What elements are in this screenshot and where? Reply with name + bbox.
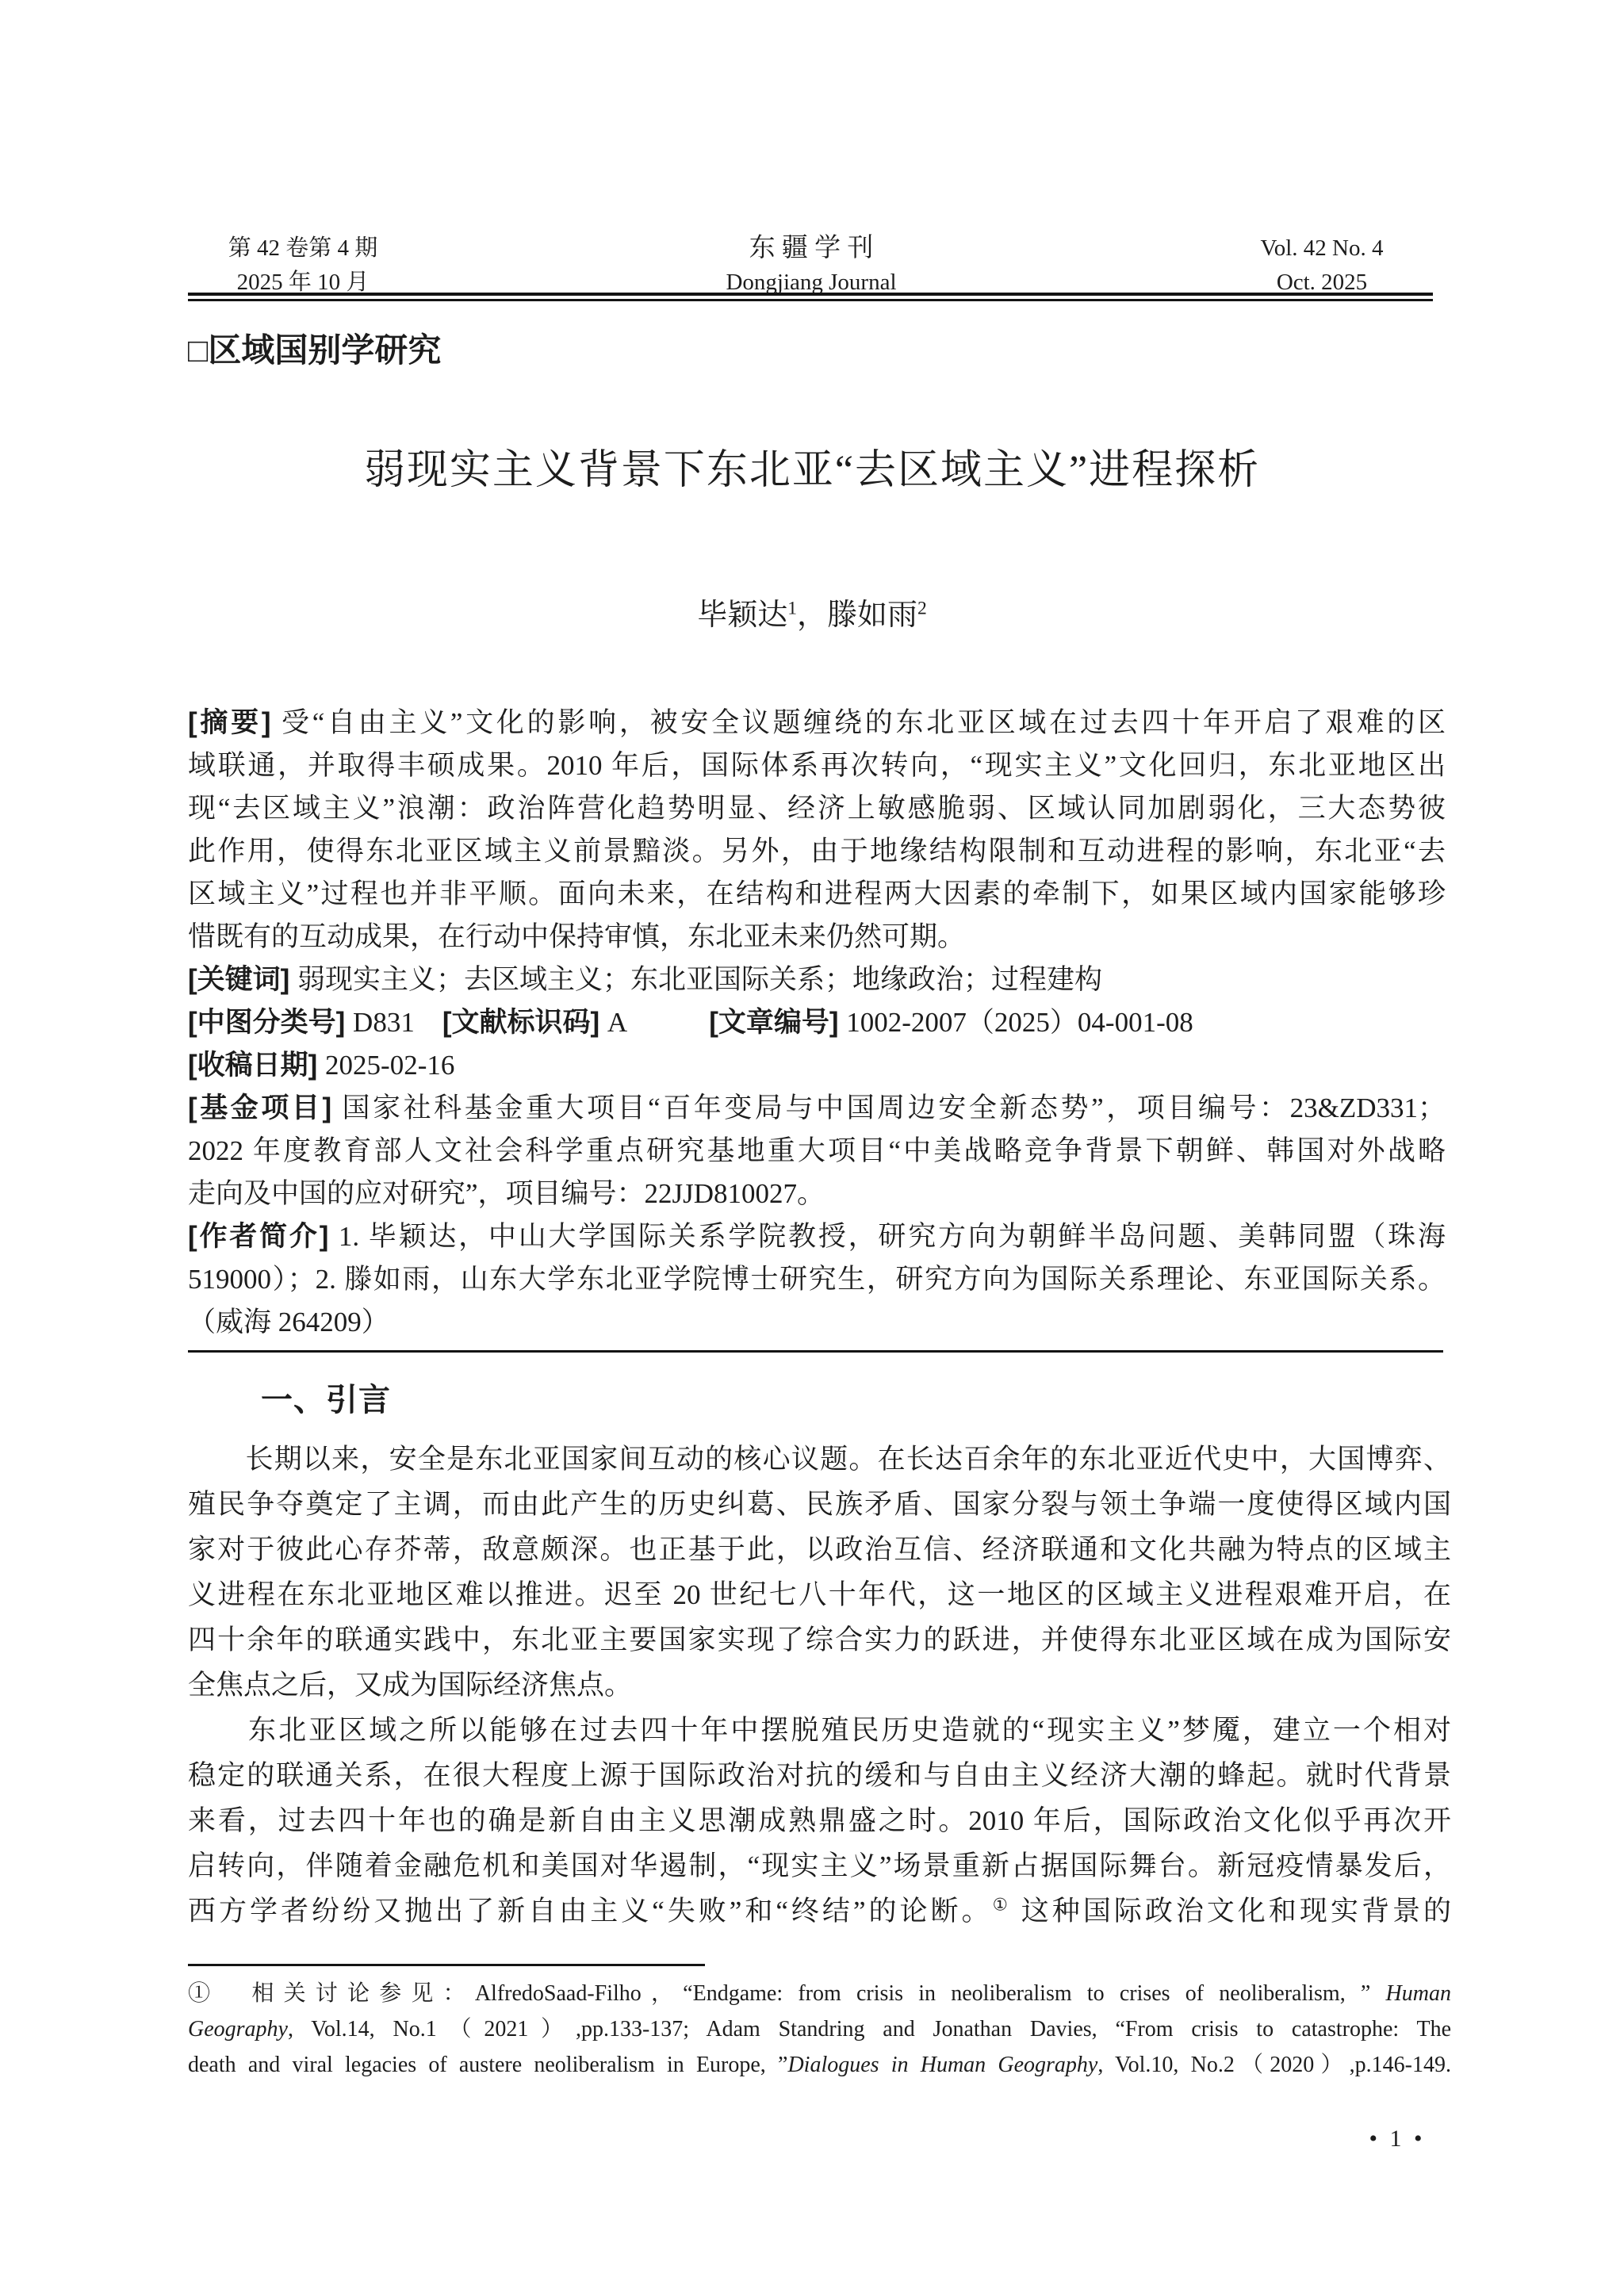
text-line bbox=[188, 916, 1446, 959]
text-segment: ，滕如雨 bbox=[797, 599, 918, 632]
header-double-rule bbox=[188, 293, 1433, 301]
footnote-marker: ① bbox=[992, 1895, 1012, 1915]
date-cn: 2025 年 10 月 bbox=[236, 270, 370, 295]
text-line bbox=[188, 1888, 1451, 1934]
text-segment: 域联通，并取得丰硕成果。2010 年后，国际体系再次转向，“现实主义”文化回归，东北亚地区出 bbox=[188, 750, 1446, 781]
frontmatter-block bbox=[188, 702, 1446, 1344]
journal-header bbox=[188, 232, 1435, 335]
text-segment: [收稿日期] bbox=[188, 1050, 326, 1081]
text-line bbox=[188, 1482, 1451, 1527]
text-line bbox=[188, 1087, 1446, 1130]
text-segment: 义进程在东北亚地区难以推进。迟至 20 世纪七八十年代，这一地区的区域主义进程艰难开启，在 bbox=[188, 1579, 1451, 1610]
header-issue-info-en bbox=[1203, 232, 1441, 300]
text-line bbox=[188, 1798, 1451, 1843]
text-segment: , Vol.14, No.1（2021）,pp.133-137; Adam Standring and Jonathan Davies, “From crisis to catastrophe: The bbox=[287, 2017, 1451, 2042]
frontmatter-divider-rule bbox=[188, 1350, 1443, 1353]
text-segment: 2025-02-16 bbox=[325, 1050, 455, 1081]
text-segment: 惜既有的互动成果，在行动中保持审慎，东北亚未来仍然可期。 bbox=[188, 921, 966, 952]
date-en: Oct. 2025 bbox=[1276, 270, 1368, 295]
text-segment: 国家社科基金重大项目“百年变局与中国周边安全新态势”，项目编号：23&ZD331； bbox=[342, 1093, 1446, 1123]
text-line bbox=[0, 593, 1624, 637]
authors-line bbox=[0, 593, 1624, 637]
text-segment: [文献标识码] bbox=[442, 1007, 607, 1038]
body-text-block bbox=[188, 1437, 1451, 1934]
text-line bbox=[188, 1753, 1451, 1798]
text-segment: 现“去区域主义”浪潮：政治阵营化趋势明显、经济上敏感脆弱、区域认同加剧弱化，三大态势彼 bbox=[188, 793, 1446, 824]
text-segment: [文章编号] bbox=[709, 1007, 847, 1038]
text-segment: 全焦点之后，又成为国际经济焦点。 bbox=[188, 1670, 633, 1701]
text-segment: 走向及中国的应对研究”，项目编号：22JJD810027。 bbox=[188, 1178, 825, 1209]
text-segment: 1002-2007（2025）04-001-08 bbox=[846, 1007, 1193, 1038]
text-segment: 受“自由主义”文化的影响，被安全议题缠绕的东北亚区域在过去四十年开启了艰难的区 bbox=[281, 707, 1446, 738]
text-segment: 这种国际政治文化和现实背景的 bbox=[1011, 1896, 1451, 1927]
text-segment: 殖民争夺奠定了主调，而由此产生的历史纠葛、民族矛盾、国家分裂与领土争端一度使得区域内国 bbox=[188, 1489, 1451, 1520]
text-segment: [摘要] bbox=[188, 707, 282, 738]
article-title: 弱现实主义背景下东北亚“去区域主义”进程探析 bbox=[363, 448, 1261, 493]
header-issue-info bbox=[212, 232, 394, 300]
volume-issue-en: Vol. 42 No. 4 bbox=[1260, 235, 1384, 261]
text-line bbox=[188, 1617, 1451, 1663]
text-segment: （威海 264209） bbox=[188, 1307, 389, 1337]
text-line bbox=[188, 2047, 1451, 2083]
text-segment: D831 bbox=[353, 1007, 442, 1038]
text-line bbox=[188, 1173, 1446, 1215]
text-segment: [基金项目] bbox=[188, 1093, 343, 1123]
text-line bbox=[188, 830, 1446, 873]
text-segment: , Vol.10, No.2（2020）,p.146-149. bbox=[1097, 2053, 1451, 2077]
text-segment: death and viral legacies of austere neoliberalism in Europe, ” bbox=[188, 2053, 788, 2077]
text-segment: [作者简介] bbox=[188, 1221, 339, 1252]
volume-issue-cn: 第 42 卷第 4 期 bbox=[228, 235, 378, 261]
text-segment: 区域主义”过程也并非平顺。面向未来，在结构和进程两大因素的牵制下，如果区域内国家能够珍 bbox=[188, 878, 1446, 909]
text-segment: 毕颖达 bbox=[697, 599, 788, 632]
text-segment: 519000）；2. 滕如雨，山东大学东北亚学院博士研究生，研究方向为国际关系理论、东亚国际关系。 bbox=[188, 1264, 1446, 1295]
text-segment: A bbox=[607, 1007, 710, 1038]
text-segment: 西方学者纷纷又抛出了新自由主义“失败”和“终结”的论断。 bbox=[188, 1896, 993, 1927]
text-line bbox=[188, 1663, 1451, 1708]
page-number: • 1 • bbox=[1369, 2126, 1426, 2152]
text-segment: 四十余年的联通实践中，东北亚主要国家实现了综合实力的跃进，并使得东北亚区域在成为国际安 bbox=[188, 1624, 1451, 1655]
text-segment: 来看，过去四十年也的确是新自由主义思潮成熟鼎盛之时。2010 年后，国际政治文化似乎再次开 bbox=[188, 1805, 1451, 1836]
text-line bbox=[188, 1301, 1446, 1344]
text-line bbox=[188, 959, 1446, 1001]
footnote-rule bbox=[188, 1964, 705, 1966]
text-segment: Human bbox=[1385, 1981, 1451, 2006]
header-journal-name bbox=[653, 232, 970, 300]
text-segment: [中图分类号] bbox=[188, 1007, 354, 1038]
text-segment: 2022 年度教育部人文社会科学重点研究基地重大项目“中美战略竞争背景下朝鲜、韩国对外战略 bbox=[188, 1135, 1446, 1166]
text-line bbox=[188, 1001, 1446, 1044]
text-segment: 启转向，伴随着金融危机和美国对华遏制，“现实主义”场景重新占据国际舞台。新冠疫情暴发后， bbox=[188, 1850, 1451, 1881]
text-line bbox=[188, 1843, 1451, 1888]
footnote-marker: 2 bbox=[917, 598, 927, 619]
text-line bbox=[188, 1708, 1451, 1753]
text-line bbox=[188, 1215, 1446, 1258]
footnote-marker: 1 bbox=[787, 598, 797, 619]
text-segment: Dialogues in Human Geography bbox=[787, 2053, 1098, 2077]
text-segment: [关键词] bbox=[188, 964, 298, 995]
journal-name-en: Dongjiang Journal bbox=[726, 270, 897, 295]
text-line bbox=[188, 1572, 1451, 1617]
text-segment: 弱现实主义；去区域主义；东北亚国际关系；地缘政治；过程建构 bbox=[297, 964, 1103, 995]
text-line bbox=[188, 1130, 1446, 1173]
text-line bbox=[188, 1527, 1451, 1572]
text-line bbox=[188, 744, 1446, 787]
text-segment: 1. 毕颖达，中山大学国际关系学院教授，研究方向为朝鲜半岛问题、美韩同盟（珠海 bbox=[338, 1221, 1446, 1252]
journal-name-cn: 东 疆 学 刊 bbox=[749, 234, 874, 262]
text-line bbox=[188, 1258, 1446, 1301]
text-line bbox=[188, 1976, 1451, 2011]
text-line bbox=[188, 873, 1446, 916]
text-segment: ① 相关讨论参见：AlfredoSaad-Filho，“Endgame: from crisis in neoliberalism to crises of neoliberalism, ” bbox=[188, 1981, 1386, 2006]
column-section-label: □区域国别学研究 bbox=[188, 331, 442, 369]
text-line bbox=[188, 1437, 1451, 1482]
text-segment: 长期以来，安全是东北亚国家间互动的核心议题。在长达百余年的东北亚近代史中，大国博弈、 bbox=[188, 1444, 1451, 1475]
text-line bbox=[188, 1044, 1446, 1087]
text-line bbox=[188, 702, 1446, 744]
text-line bbox=[188, 2011, 1451, 2047]
section-heading-introduction: 一、引言 bbox=[261, 1383, 391, 1418]
text-line bbox=[188, 787, 1446, 830]
text-segment: 东北亚区域之所以能够在过去四十年中摆脱殖民历史造就的“现实主义”梦魇，建立一个相对 bbox=[188, 1715, 1451, 1746]
text-segment: 家对于彼此心存芥蒂，敌意颇深。也正基于此，以政治互信、经济联通和文化共融为特点的区域主 bbox=[188, 1534, 1451, 1565]
text-segment: 稳定的联通关系，在很大程度上源于国际政治对抗的缓和与自由主义经济大潮的蜂起。就时代背景 bbox=[188, 1760, 1451, 1791]
text-segment: 此作用，使得东北亚区域主义前景黯淡。另外，由于地缘结构限制和互动进程的影响，东北亚“去 bbox=[188, 836, 1446, 867]
footnote-block bbox=[188, 1976, 1451, 2083]
text-segment: Geography bbox=[188, 2017, 288, 2042]
